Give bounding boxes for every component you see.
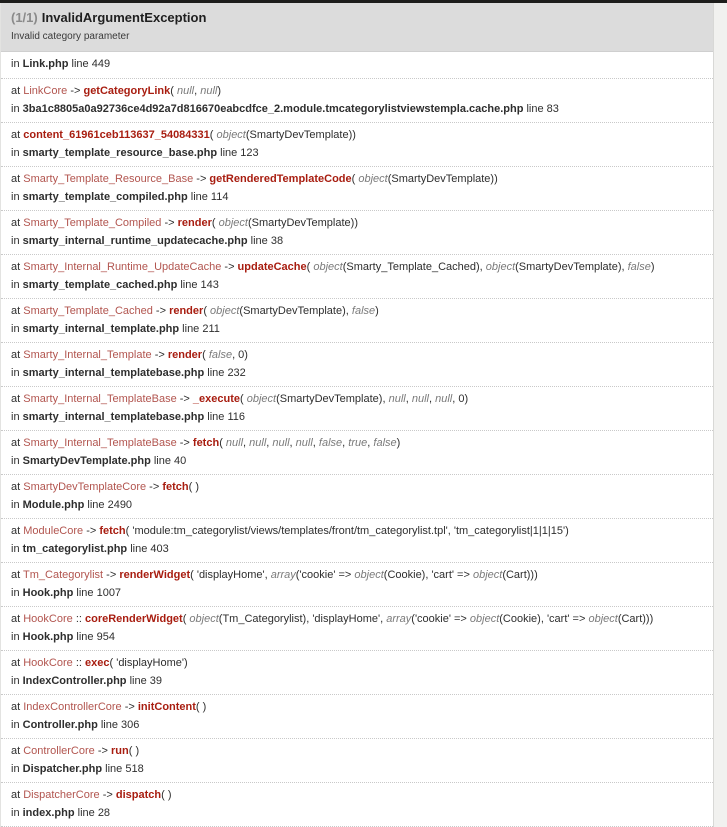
trace-line-number: line 83 (523, 103, 559, 115)
trace-paren-close: ) (354, 217, 358, 229)
trace-paren-close: ) (202, 701, 207, 713)
trace-paren-open: ( (203, 305, 207, 317)
trace-location-line (11, 631, 703, 644)
trace-file-name: Dispatcher.php (22, 763, 103, 775)
trace-method-name: initContent (137, 701, 196, 713)
trace-at-label: at (11, 701, 24, 713)
trace-file-name: Module.php (22, 499, 85, 511)
trace-argument: false (627, 261, 651, 273)
trace-argument: null (222, 437, 244, 449)
trace-operator: -> (161, 217, 178, 229)
trace-paren-open: ( (109, 657, 114, 669)
trace-argument: array (270, 569, 296, 581)
trace-argument: object (243, 393, 277, 405)
trace-argument: object (469, 613, 500, 625)
trace-at-label: at (11, 481, 24, 493)
trace-argument: object (354, 569, 384, 581)
trace-argument: null (435, 393, 453, 405)
trace-paren-close: ) (494, 173, 498, 185)
trace-call-line (11, 480, 703, 494)
trace-argument: false (205, 349, 233, 361)
trace-argument: object (186, 613, 219, 625)
origin-line-label: line (71, 58, 89, 70)
trace-paren-close: ) (565, 525, 569, 537)
trace-method-name: coreRenderWidget (85, 613, 183, 625)
trace-method-name: _execute (192, 393, 240, 405)
trace-paren-open: ( (211, 217, 216, 229)
trace-argument: ('cookie' => (411, 613, 470, 625)
trace-in-label: in (11, 191, 23, 203)
trace-paren-close: ) (649, 613, 654, 625)
trace-line-number: line 232 (204, 367, 246, 379)
trace-argument: object (213, 129, 246, 141)
trace-line-number: line 40 (150, 455, 187, 467)
trace-call-line (11, 348, 703, 362)
trace-item (1, 343, 713, 387)
trace-in-label: in (11, 587, 23, 599)
trace-item (1, 739, 713, 783)
trace-call-line (11, 568, 703, 582)
trace-file-name: Hook.php (22, 631, 74, 643)
trace-call-line (11, 700, 703, 714)
trace-location-line (11, 763, 703, 776)
trace-argument: (SmartyDevTemplate), (239, 305, 352, 317)
trace-line-number: line 518 (102, 763, 144, 775)
trace-method-name: render (177, 217, 212, 229)
trace-operator: -> (176, 393, 193, 405)
trace-paren-open: ( (195, 701, 200, 713)
trace-at-label: at (11, 437, 24, 449)
trace-class-name: Smarty_Template_Compiled (23, 217, 162, 229)
stack-trace-list (1, 79, 713, 827)
trace-location-line (11, 235, 703, 248)
trace-argument: , (428, 393, 436, 405)
trace-argument: true (348, 437, 368, 449)
trace-argument: (SmartyDevTemplate) (387, 173, 495, 185)
trace-method-name: render (169, 305, 204, 317)
trace-paren-open: ( (240, 393, 244, 405)
trace-class-name: Smarty_Internal_Template (23, 349, 152, 361)
trace-paren-close: ) (244, 349, 248, 361)
trace-item (1, 387, 713, 431)
trace-argument: , (367, 437, 374, 449)
trace-class-name: LinkCore (23, 85, 68, 97)
trace-class-name: ControllerCore (23, 745, 95, 757)
trace-class-name: Smarty_Template_Cached (23, 305, 153, 317)
trace-in-label: in (11, 147, 23, 159)
trace-at-label: at (11, 261, 24, 273)
trace-paren-open: ( (128, 745, 133, 757)
trace-item (1, 475, 713, 519)
trace-argument: , (289, 437, 296, 449)
trace-argument: null (173, 85, 195, 97)
trace-call-line (11, 216, 703, 230)
trace-argument: false (318, 437, 343, 449)
exception-page (0, 3, 714, 827)
trace-operator: -> (146, 481, 163, 493)
trace-item (1, 299, 713, 343)
trace-argument: 'displayHome', (193, 569, 271, 581)
trace-class-name: Smarty_Internal_Runtime_UpdateCache (23, 261, 222, 273)
trace-argument: (Cart)) (617, 613, 650, 625)
trace-line-number: line 1007 (73, 587, 122, 599)
trace-line-number: line 123 (217, 147, 259, 159)
trace-line-number: line 39 (126, 675, 163, 687)
trace-argument: object (355, 173, 388, 185)
trace-paren-open: ( (190, 569, 194, 581)
trace-in-label: in (11, 103, 23, 115)
trace-method-name: fetch (162, 481, 189, 493)
trace-argument: object (472, 569, 503, 581)
trace-call-line (11, 172, 703, 186)
trace-paren-open: ( (351, 173, 356, 185)
trace-file-name: 3ba1c8805a0a92736ce4d92a7d816670eabcdfce_2.module.tmcategorylistviewstempla.cache.php (22, 103, 524, 115)
trace-line-number: line 143 (177, 279, 219, 291)
trace-paren-close: ) (534, 569, 538, 581)
trace-paren-close: ) (375, 305, 379, 317)
trace-argument: (Cart)) (502, 569, 535, 581)
trace-paren-close: ) (396, 437, 401, 449)
trace-operator: -> (193, 173, 210, 185)
trace-call-line (11, 84, 703, 98)
trace-in-label: in (11, 367, 23, 379)
trace-argument: null (388, 393, 406, 405)
trace-method-name: getCategoryLink (83, 85, 171, 97)
trace-method-name: exec (85, 657, 110, 669)
trace-method-name: run (110, 745, 129, 757)
trace-paren-close: ) (217, 85, 222, 97)
trace-in-label: in (11, 499, 23, 511)
trace-paren-close: ) (184, 657, 188, 669)
trace-location-line (11, 411, 703, 424)
trace-item (1, 783, 713, 827)
trace-location-line (11, 103, 703, 116)
trace-paren-open: ( (161, 789, 165, 801)
trace-operator: -> (99, 789, 116, 801)
trace-file-name: SmartyDevTemplate.php (22, 455, 151, 467)
trace-method-name: content_61961ceb113637_54084331 (23, 129, 210, 141)
trace-file-name: Controller.php (22, 719, 98, 731)
trace-operator: -> (67, 85, 84, 97)
exception-origin (1, 52, 713, 79)
trace-argument: , (342, 437, 349, 449)
trace-at-label: at (11, 393, 24, 405)
trace-item (1, 123, 713, 167)
trace-class-name: IndexControllerCore (23, 701, 122, 713)
trace-file-name: smarty_internal_templatebase.php (22, 411, 205, 423)
trace-item (1, 519, 713, 563)
trace-argument: (SmartyDevTemplate) (245, 129, 353, 141)
trace-location-line (11, 543, 703, 556)
trace-call-line (11, 612, 703, 626)
trace-at-label: at (11, 613, 24, 625)
trace-argument: object (206, 305, 240, 317)
trace-in-label: in (11, 719, 23, 731)
trace-at-label: at (11, 657, 24, 669)
trace-file-name: Hook.php (22, 587, 74, 599)
trace-method-name: dispatch (115, 789, 162, 801)
trace-file-name: smarty_internal_template.php (22, 323, 180, 335)
trace-call-line (11, 656, 703, 670)
trace-argument: null (249, 437, 267, 449)
trace-method-name: render (167, 349, 203, 361)
trace-file-name: smarty_template_resource_base.php (22, 147, 218, 159)
trace-method-name: fetch (192, 437, 220, 449)
exception-header (1, 3, 713, 52)
trace-paren-open: ( (188, 481, 193, 493)
trace-argument: (Cookie), 'cart' => (383, 569, 473, 581)
trace-method-name: getRenderedTemplateCode (209, 173, 352, 185)
trace-item (1, 167, 713, 211)
trace-call-line (11, 524, 703, 538)
trace-class-name: Smarty_Template_Resource_Base (23, 173, 194, 185)
trace-paren-close: ) (167, 789, 172, 801)
trace-method-name: fetch (99, 525, 126, 537)
trace-argument: null (272, 437, 290, 449)
trace-location-line (11, 499, 703, 512)
trace-at-label: at (11, 349, 24, 361)
trace-paren-open: ( (125, 525, 130, 537)
trace-paren-open: ( (170, 85, 174, 97)
exception-message: Invalid category parameter (11, 31, 130, 42)
trace-item (1, 651, 713, 695)
origin-prefix: in (11, 58, 20, 70)
trace-method-name: updateCache (237, 261, 307, 273)
trace-in-label: in (11, 411, 23, 423)
trace-at-label: at (11, 525, 24, 537)
trace-argument: 'displayHome' (113, 657, 184, 669)
trace-file-name: smarty_template_compiled.php (22, 191, 188, 203)
trace-item (1, 255, 713, 299)
trace-argument: (Cookie), 'cart' => (499, 613, 589, 625)
trace-line-number: line 306 (97, 719, 140, 731)
trace-class-name: DispatcherCore (23, 789, 100, 801)
trace-item (1, 607, 713, 651)
trace-call-line (11, 304, 703, 318)
trace-paren-open: ( (219, 437, 223, 449)
trace-operator: -> (176, 437, 193, 449)
trace-location-line (11, 323, 703, 336)
trace-argument: false (373, 437, 397, 449)
trace-class-name: Tm_Categorylist (23, 569, 104, 581)
trace-argument: null (411, 393, 429, 405)
trace-class-name: Smarty_Internal_TemplateBase (23, 393, 177, 405)
trace-paren-close: ) (464, 393, 469, 405)
trace-argument: object (588, 613, 618, 625)
trace-paren-open: ( (209, 129, 214, 141)
trace-operator: -> (152, 305, 170, 317)
trace-argument: 'module:tm_categorylist/views/templates/front/tm_categorylist.tpl', 'tm_categorylist|1|1|15' (129, 525, 566, 537)
trace-operator: -> (151, 349, 168, 361)
exception-title: InvalidArgumentException (41, 10, 207, 25)
trace-class-name: HookCore (23, 613, 73, 625)
trace-item (1, 695, 713, 739)
trace-class-name: Smarty_Internal_TemplateBase (23, 437, 177, 449)
trace-line-number: line 116 (204, 411, 245, 423)
trace-argument: (SmartyDevTemplate), (515, 261, 628, 273)
trace-line-number: line 2490 (84, 499, 133, 511)
trace-at-label: at (11, 569, 24, 581)
trace-paren-close: ) (352, 129, 356, 141)
origin-file: Link.php (22, 58, 69, 70)
trace-argument: (Smarty_Template_Cached), (342, 261, 486, 273)
trace-argument: null (200, 85, 218, 97)
trace-in-label: in (11, 675, 23, 687)
trace-in-label: in (11, 807, 23, 819)
trace-method-name: renderWidget (119, 569, 191, 581)
exception-title-line (11, 10, 703, 25)
trace-argument: (SmartyDevTemplate) (247, 217, 355, 229)
trace-argument: false (351, 305, 376, 317)
trace-location-line (11, 147, 703, 160)
trace-location-line (11, 675, 703, 688)
trace-in-label: in (11, 235, 23, 247)
trace-file-name: smarty_internal_runtime_updatecache.php (22, 235, 248, 247)
trace-argument: array (386, 613, 412, 625)
trace-file-name: IndexController.php (22, 675, 127, 687)
trace-at-label: at (11, 745, 24, 757)
trace-paren-open: ( (306, 261, 311, 273)
trace-in-label: in (11, 763, 23, 775)
trace-at-label: at (11, 173, 24, 185)
trace-at-label: at (11, 129, 24, 141)
trace-operator: :: (72, 657, 85, 669)
trace-argument: (SmartyDevTemplate), (276, 393, 389, 405)
trace-line-number: line 403 (127, 543, 169, 555)
trace-in-label: in (11, 279, 23, 291)
trace-operator: -> (221, 261, 238, 273)
trace-argument: , (405, 393, 412, 405)
trace-paren-open: ( (202, 349, 206, 361)
trace-at-label: at (11, 85, 24, 97)
trace-call-line (11, 436, 703, 450)
trace-line-number: line 211 (179, 323, 220, 335)
trace-argument: null (295, 437, 313, 449)
trace-file-name: tm_categorylist.php (22, 543, 128, 555)
trace-operator: -> (83, 525, 100, 537)
origin-line-number: 449 (91, 58, 111, 70)
trace-at-label: at (11, 305, 24, 317)
trace-operator: -> (103, 569, 120, 581)
trace-at-label: at (11, 789, 24, 801)
trace-argument: (Tm_Categorylist), 'displayHome', (218, 613, 387, 625)
trace-location-line (11, 279, 703, 292)
trace-item (1, 79, 713, 123)
trace-line-number: line 38 (247, 235, 284, 247)
trace-in-label: in (11, 631, 23, 643)
trace-argument: object (485, 261, 516, 273)
trace-file-name: index.php (22, 807, 75, 819)
trace-in-label: in (11, 543, 23, 555)
trace-paren-close: ) (650, 261, 655, 273)
trace-paren-close: ) (135, 745, 140, 757)
trace-paren-close: ) (195, 481, 199, 493)
trace-at-label: at (11, 217, 24, 229)
trace-file-name: smarty_template_cached.php (22, 279, 178, 291)
trace-call-line (11, 788, 703, 802)
trace-in-label: in (11, 323, 23, 335)
trace-location-line (11, 719, 703, 732)
trace-call-line (11, 744, 703, 758)
trace-line-number: line 114 (187, 191, 229, 203)
trace-location-line (11, 587, 703, 600)
trace-argument: , 0 (452, 393, 465, 405)
trace-argument: , (194, 85, 201, 97)
trace-paren-open: ( (182, 613, 187, 625)
trace-argument: ('cookie' => (295, 569, 355, 581)
trace-operator: :: (72, 613, 85, 625)
trace-item (1, 431, 713, 475)
exception-count-badge: (1/1) (11, 10, 38, 25)
trace-class-name: HookCore (23, 657, 73, 669)
trace-location-line (11, 807, 703, 820)
trace-file-name: smarty_internal_templatebase.php (22, 367, 205, 379)
trace-argument: , (266, 437, 273, 449)
trace-class-name: SmartyDevTemplateCore (23, 481, 147, 493)
trace-location-line (11, 367, 703, 380)
trace-call-line (11, 392, 703, 406)
trace-call-line (11, 128, 703, 142)
trace-argument: , 0 (232, 349, 245, 361)
trace-in-label: in (11, 455, 23, 467)
trace-item (1, 211, 713, 255)
trace-argument: object (310, 261, 343, 273)
trace-operator: -> (94, 745, 111, 757)
trace-item (1, 563, 713, 607)
trace-class-name: ModuleCore (23, 525, 84, 537)
trace-argument: , (243, 437, 250, 449)
trace-argument: , (312, 437, 319, 449)
trace-location-line (11, 191, 703, 204)
trace-line-number: line 954 (73, 631, 115, 643)
trace-location-line (11, 455, 703, 468)
trace-argument: object (215, 217, 248, 229)
trace-operator: -> (121, 701, 138, 713)
trace-call-line (11, 260, 703, 274)
trace-line-number: line 28 (74, 807, 111, 819)
